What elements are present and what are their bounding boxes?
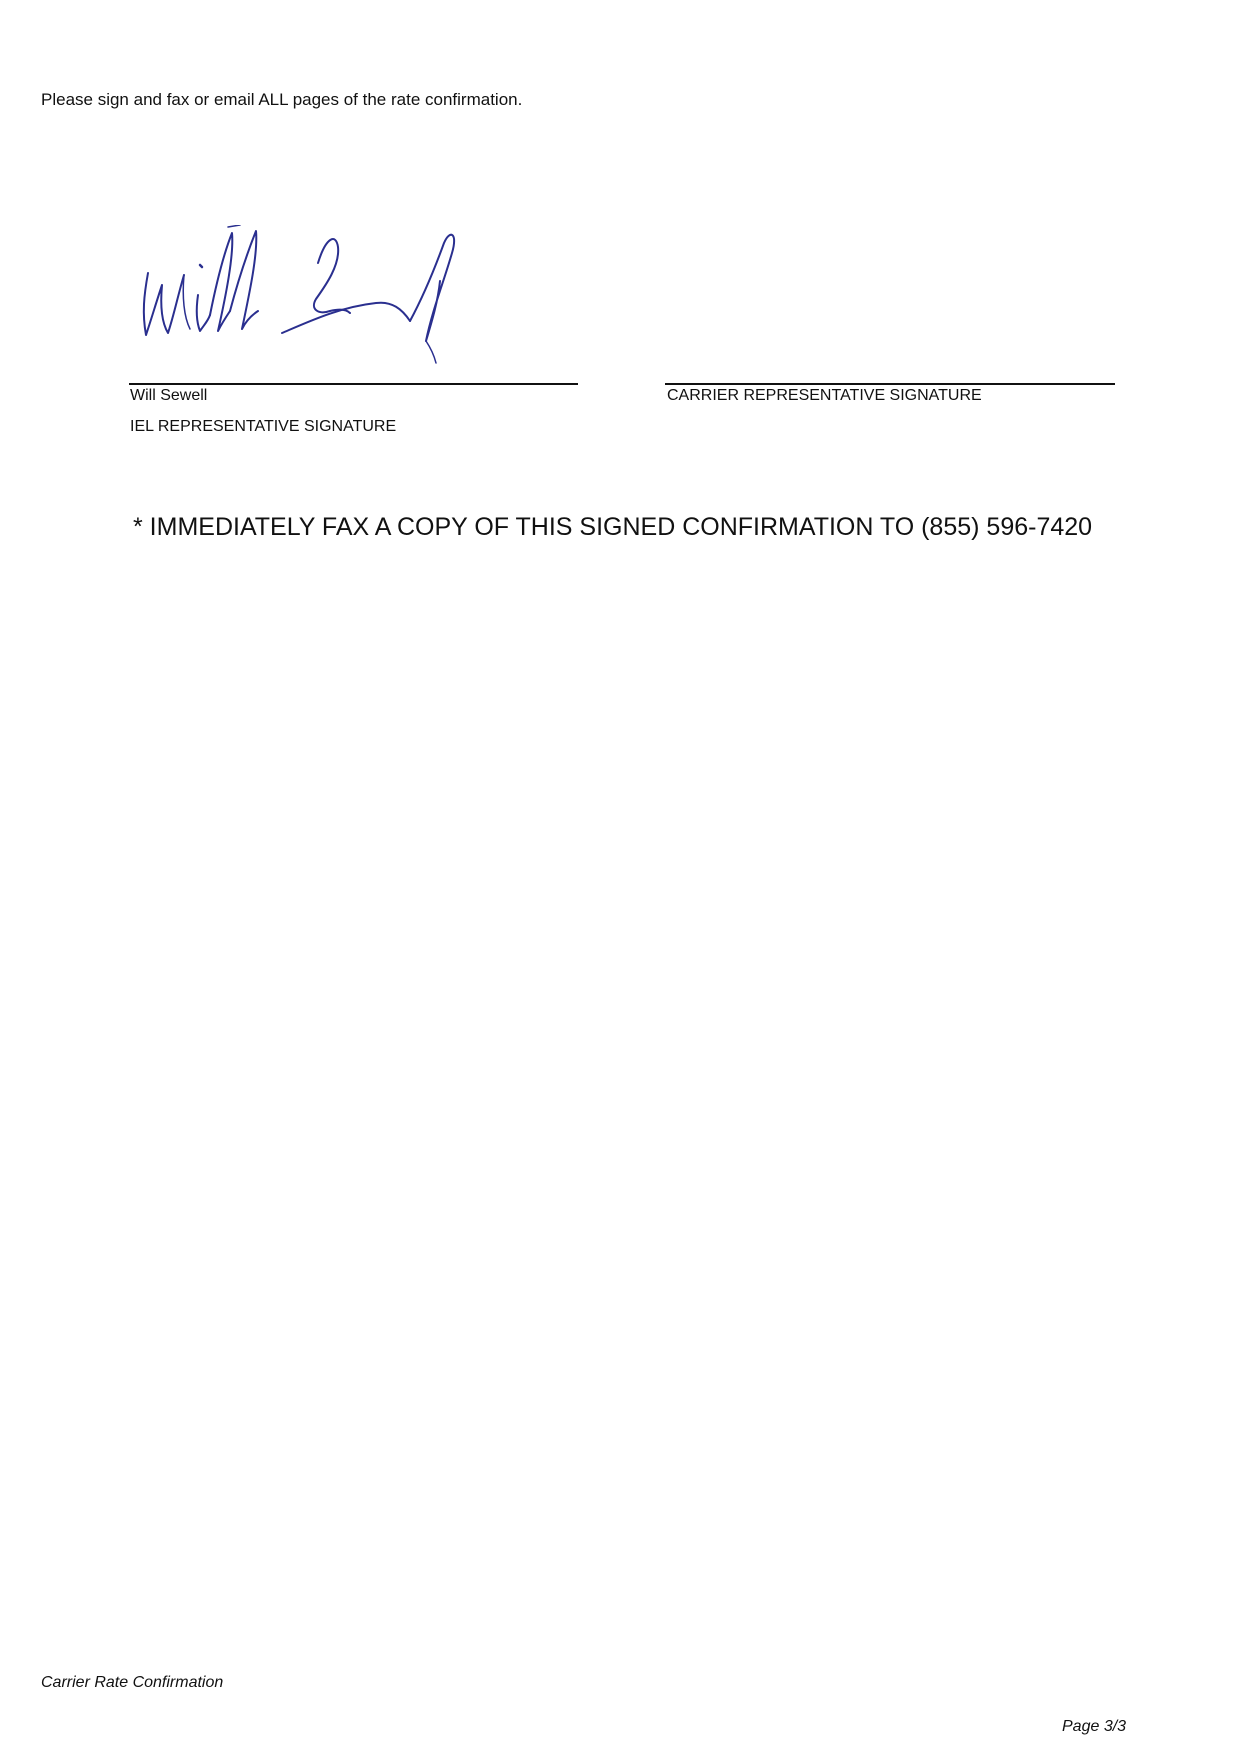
iel-signature-line [129, 383, 578, 385]
iel-signature-label: IEL REPRESENTATIVE SIGNATURE [130, 418, 397, 435]
fax-notice: * IMMEDIATELY FAX A COPY OF THIS SIGNED CONFIRMATION TO (855) 596-7420 [133, 513, 1093, 541]
sign-instruction: Please sign and fax or email ALL pages of the rate confirmation. [41, 90, 523, 109]
footer-document-title: Carrier Rate Confirmation [41, 1674, 224, 1691]
carrier-signature-line [665, 383, 1115, 385]
handwritten-signature [140, 225, 510, 370]
page-number: Page 3/3 [1062, 1718, 1127, 1735]
carrier-signature-label: CARRIER REPRESENTATIVE SIGNATURE [667, 387, 982, 404]
iel-signer-name: Will Sewell [130, 387, 208, 404]
